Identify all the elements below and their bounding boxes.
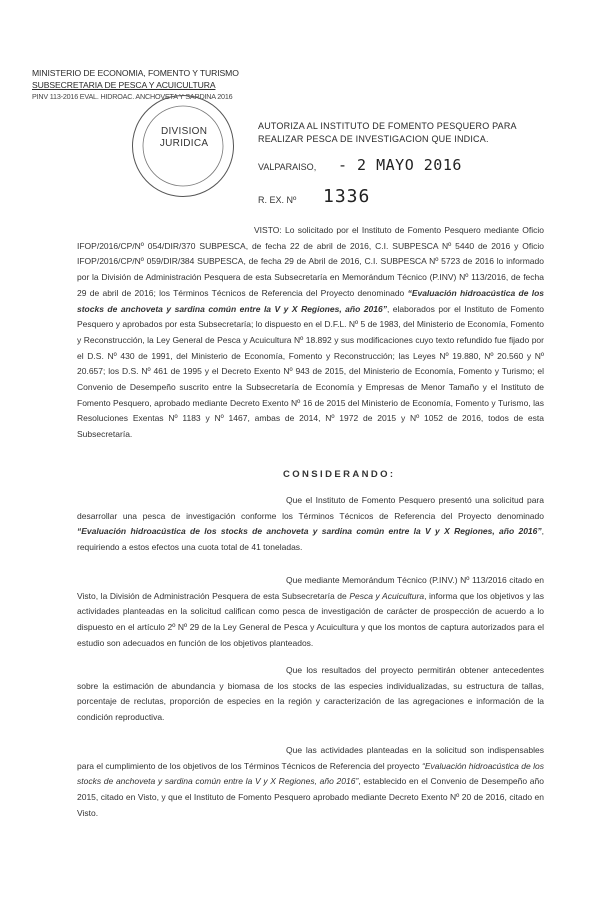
stamp-line-2: JURIDICA <box>159 138 209 150</box>
resolution-date: - 2 MAYO 2016 <box>338 156 462 174</box>
rex-label: R. EX. Nº <box>258 195 297 205</box>
considerando-1 <box>77 493 544 556</box>
c2-text-1: Que mediante Memorándum Técnico (P.INV.) Nº 113/2016 citado en Visto, la División de Administración Pesquera de esta Subsecretaría de <box>77 575 544 601</box>
considerando-4 <box>77 743 544 822</box>
c4-text-1: Que las actividades planteadas en la solicitud son indispensables para el cumplimiento de los objetivos de los Términos Técnicos de Referencia del proyecto <box>77 745 544 771</box>
c4-project-title: “Evaluación hidroacústica de los stocks de anchoveta y sardina común entre la V y X Regiones, año 2016” <box>77 760 544 787</box>
visto-paragraph <box>77 223 544 443</box>
place: VALPARAISO, <box>258 162 317 172</box>
stamp-line-1: DIVISION <box>160 126 208 138</box>
c1-project-title: “Evaluación hidroacústica de los stocks de anchoveta y sardina común entre la V y X Regiones, año 2016” <box>77 526 542 537</box>
c2-italic: Pesca y Acuicultura <box>349 590 425 601</box>
undersecretariat-name: SUBSECRETARIA DE PESCA Y ACUICULTURA <box>32 80 216 90</box>
c3-text: Que los resultados del proyecto permitirán obtener antecedentes sobre la estimación de abundancia y biomasa de los stocks de las especies individualizadas, su estructura de tallas, porcentaje de reclutas, proporción de especies en la región y caracterización de las agregaciones e información de la condición reproductiva. <box>77 665 544 723</box>
stamp-text <box>146 126 222 150</box>
considerando-heading: CONSIDERANDO: <box>283 469 396 480</box>
considerando-3 <box>77 663 544 726</box>
c1-text-1: Que el Instituto de Fomento Pesquero presentó una solicitud para desarrollar una pesca de investigación conforme los Términos Técnicos de Referencia del Proyecto denominado <box>77 495 544 521</box>
ministry-name: MINISTERIO DE ECONOMIA, FOMENTO Y TURISMO <box>32 68 239 78</box>
visto-project-title: “Evaluación hidroacústica de los stocks de anchoveta y sardina común entre la V y X Regiones, año 2016” <box>77 287 544 314</box>
c1-text-2: , requiriendo a estos efectos una cuota total de 41 toneladas. <box>77 526 544 553</box>
letterhead <box>32 67 239 102</box>
rex-number: 1336 <box>323 186 371 207</box>
c2-text-2: , informa que los objetivos y las actividades planteadas en la solicitud califican como pesca de investigación de carácter de prospección de acuerdo a lo dispuesto en el artículo 2º Nº 29 de la Ley General de Pesca y Acuicultura y que los montos de captura autorizados para el estudio son adecuados en función de los objetivos planteados. <box>77 590 544 648</box>
division-stamp <box>125 88 240 203</box>
considerando-2 <box>77 573 544 652</box>
resolution-subject: AUTORIZA AL INSTITUTO DE FOMENTO PESQUERO PARA REALIZAR PESCA DE INVESTIGACION QUE INDICA. <box>258 121 517 144</box>
file-reference: PINV 113-2016 EVAL. HIDROAC. ANCHOVETA Y SARDINA 2016 <box>32 92 233 101</box>
visto-text-2: , elaborados por el Instituto de Fomento Pesquero y aprobados por esta Subsecretaría; lo dispuesto en el D.F.L. Nº 5 de 1983, del Ministerio de Economía, Fomento y Reconstrucción, la Ley General de Pesca y Acuicultura Nº 18.892 y sus modificaciones cuyo texto refundido fue fijado por el D.S. Nº 430 de 1991, del Ministerio de Economía, Fomento y Reconstrucción; las Leyes Nº 19.880, Nº 20.560 y Nº 20.657; los D.S. Nº 461 de 1995 y el Decreto Exento Nº 943 de 2015, del Ministerio de Economía, Fomento y Turismo; el Convenio de Desempeño suscrito entre la Subsecretaría de Economía y Empresas de Menor Tamaño y el Instituto de Fomento Pesquero, aprobado mediante Decreto Exento Nº 16 de 2015 del Ministerio de Economía, Fomento y Turismo, las Resoluciones Exentas Nº 1183 y Nº 1467, ambas de 2014, Nº 1972 de 2015 y Nº 1052 de 2016, todos de esta Subsecretaría. <box>77 303 544 440</box>
visto-text-1: VISTO: Lo solicitado por el Instituto de Fomento Pesquero mediante Oficio IFOP/2016/CP/Nº 054/DIR/370 SUBPESCA, de fecha 22 de abril de 2016, C.I. SUBPESCA Nº 5440 de 2016 y Oficio IFOP/2016/CP/Nº 059/DIR/384 SUBPESCA, de fecha 29 de Abril de 2016, C.I. SUBPESCA Nº 5723 de 2016 lo informado por la División de Administración Pesquera de esta Subsecretaría en Memorándum Técnico (P.INV) Nº 113/2016, de fecha 29 de abril de 2016; los Términos Técnicos de Referencia del Proyecto denominado <box>77 225 544 298</box>
c4-text-2: , establecido en el Convenio de Desempeño año 2015, citado en Visto, y que el Instituto de Fomento Pesquero aprobado mediante Decreto Exento Nº 20 de 2016, citado en Visto. <box>77 776 544 818</box>
